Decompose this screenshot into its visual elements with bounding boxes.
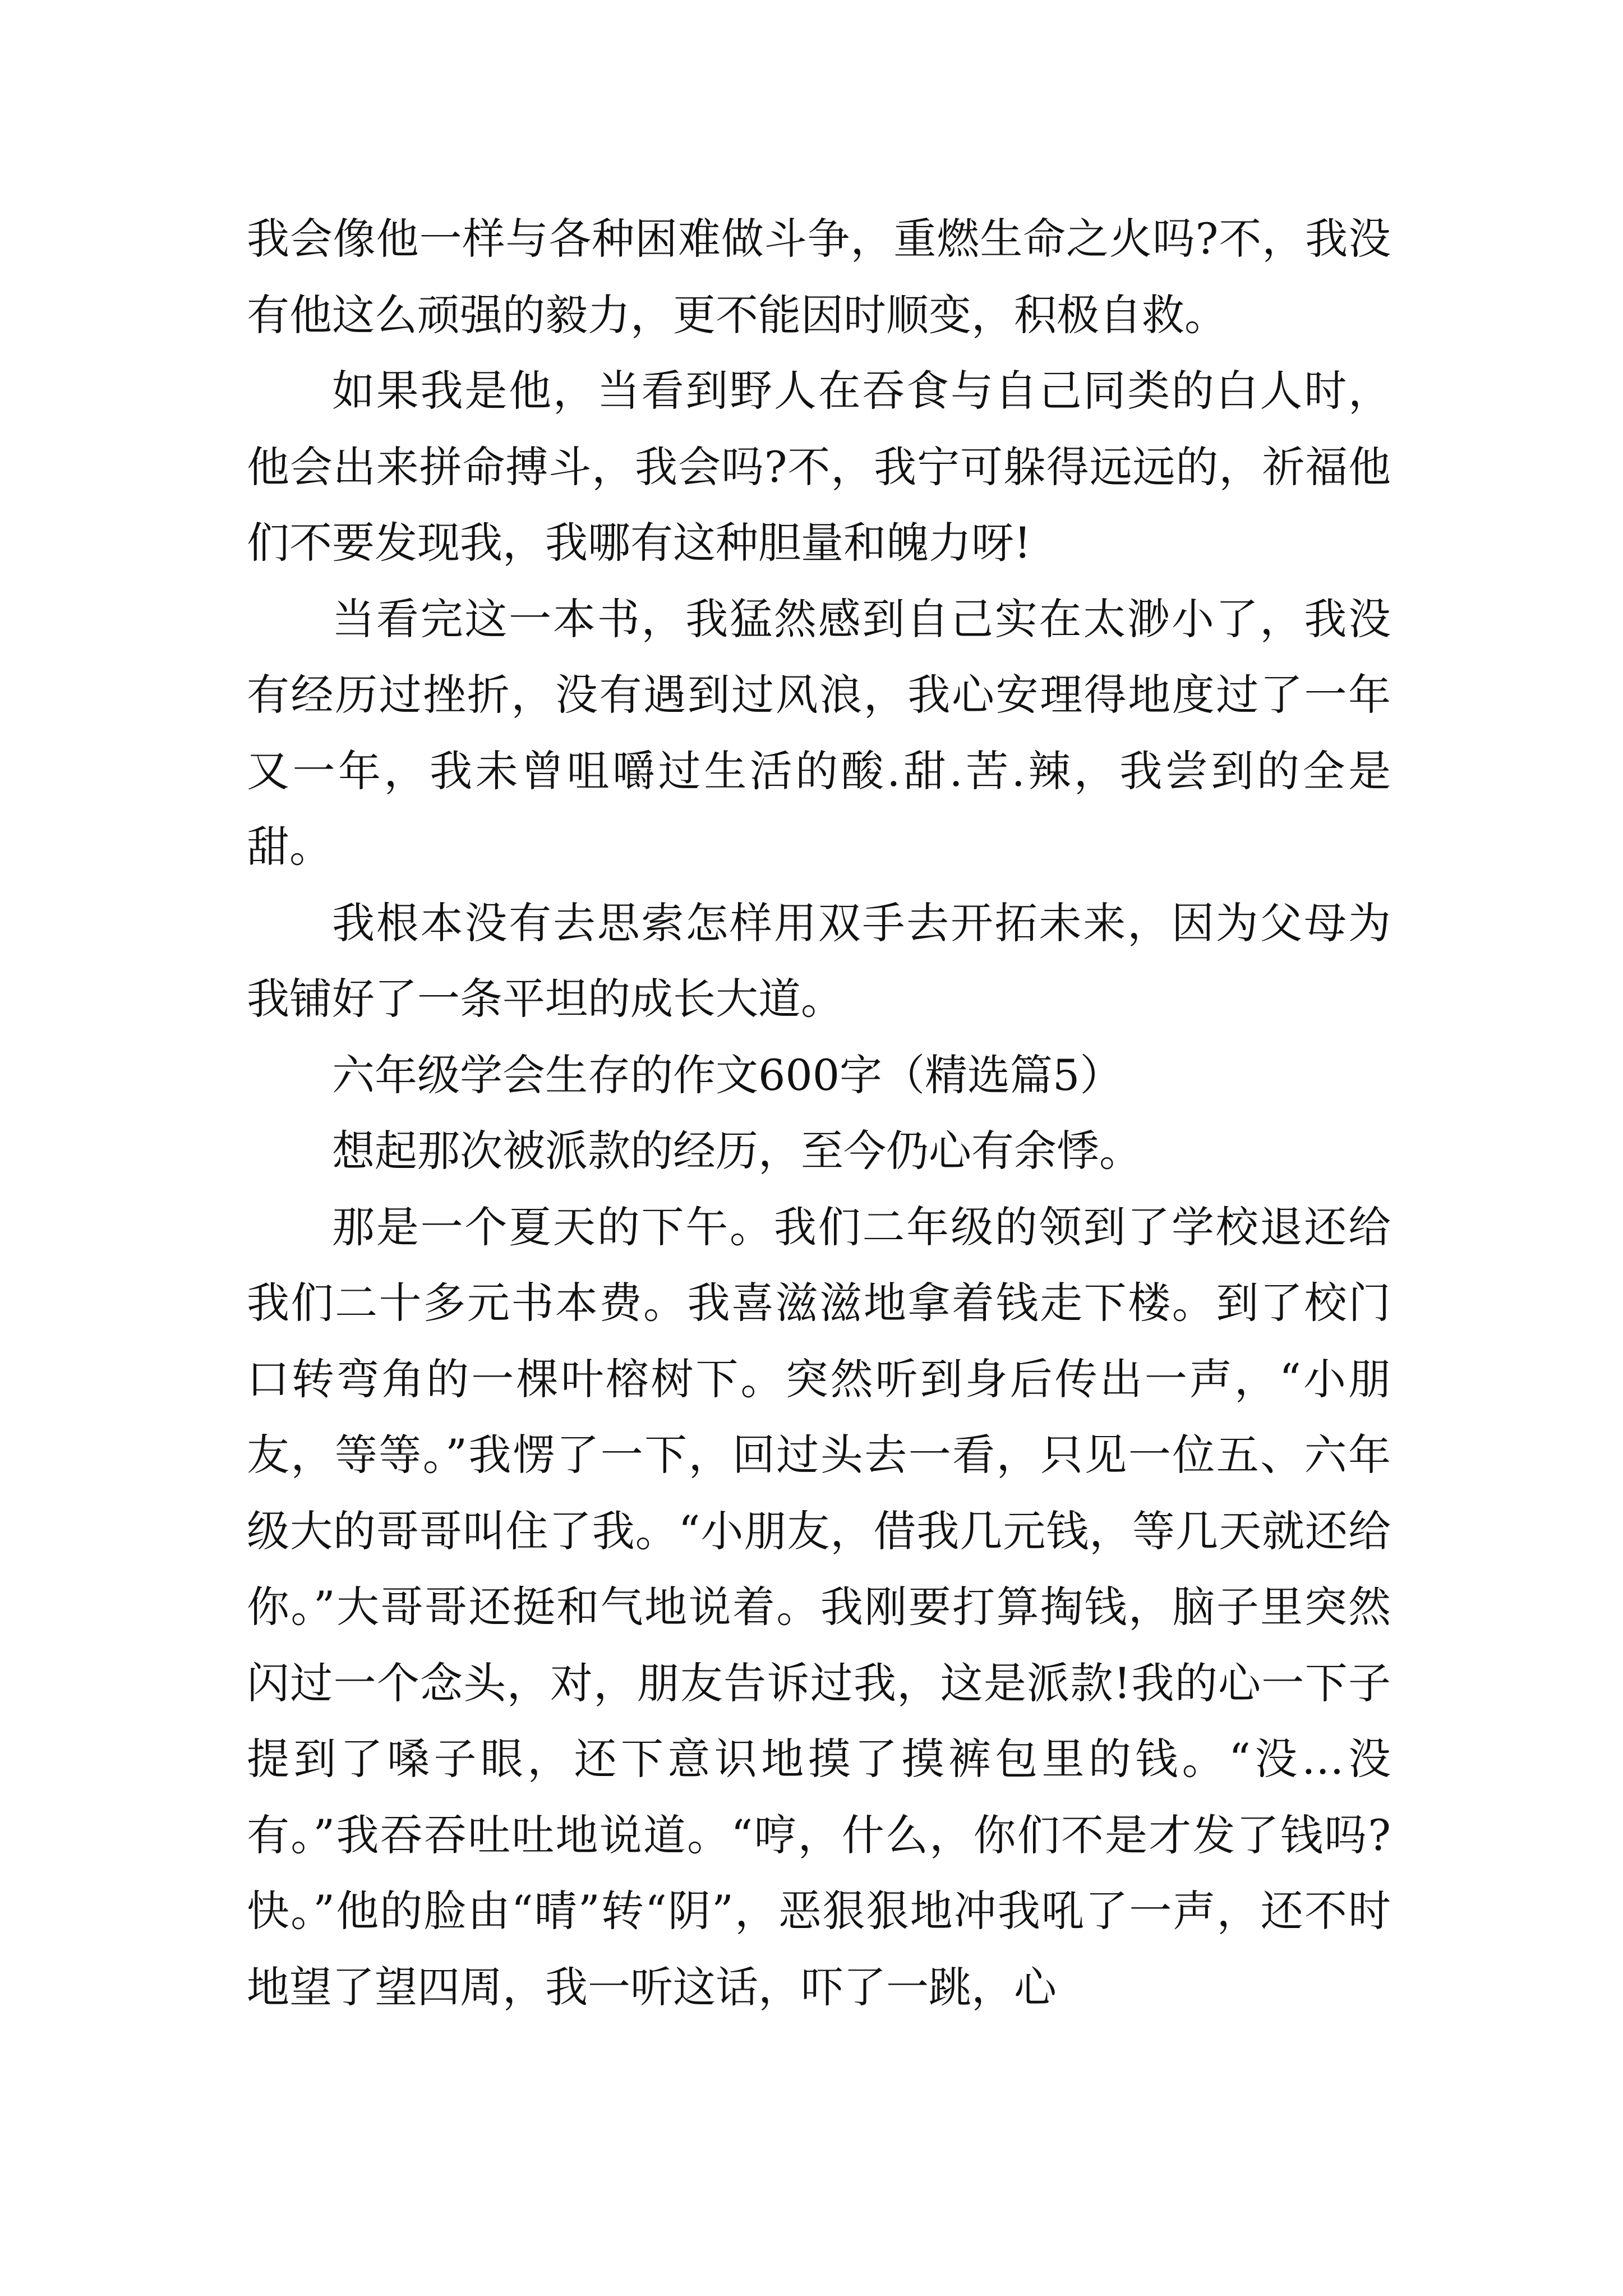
paragraph-3: 当看完这一本书，我猛然感到自己实在太渺小了，我没有经历过挫折，没有遇到过风浪，我心安理得地度过了一年又一年，我未曾咀嚼过生活的酸.甜.苦.辣，我尝到的全是甜。 xyxy=(247,593,1391,872)
paragraph-1-continuation: 我会像他一样与各种困难做斗争，重燃生命之火吗?不，我没有他这么顽强的毅力，更不能因时顺变，积极自救。 xyxy=(247,214,1391,340)
document-body xyxy=(247,201,1391,2025)
paragraph-6: 那是一个夏天的下午。我们二年级的领到了学校退还给我们二十多元书本费。我喜滋滋地拿着钱走下楼。到了校门口转弯角的一棵叶榕树下。突然听到身后传出一声，“小朋友，等等。”我愣了一下，回过头去一看，只见一位五、六年级大的哥哥叫住了我。“小朋友，借我几元钱，等几天就还给你。”大哥哥还挺和气地说着。我刚要打算掏钱，脑子里突然闪过一个念头，对，朋友告诉过我，这是派款!我的心一下子提到了嗓子眼，还下意识地摸了摸裤包里的钱。“没…没有。”我吞吞吐吐地说道。“哼，什么，你们不是才发了钱吗?快。”他的脸由“晴”转“阴”，恶狠狠地冲我吼了一声，还不时地望了望四周，我一听这话，吓了一跳，心 xyxy=(247,1202,1391,2012)
paragraph-2: 如果我是他，当看到野人在吞食与自己同类的白人时，他会出来拼命搏斗，我会吗?不，我宁可躲得远远的，祈福他们不要发现我，我哪有这种胆量和魄力呀! xyxy=(247,366,1391,568)
paragraph-4: 我根本没有去思索怎样用双手去开拓未来，因为父母为我铺好了一条平坦的成长大道。 xyxy=(247,898,1391,1024)
section-heading: 六年级学会生存的作文600字（精选篇5） xyxy=(332,1050,1123,1100)
paragraph-5: 想起那次被派款的经历，至今仍心有余悸。 xyxy=(332,1126,1142,1176)
